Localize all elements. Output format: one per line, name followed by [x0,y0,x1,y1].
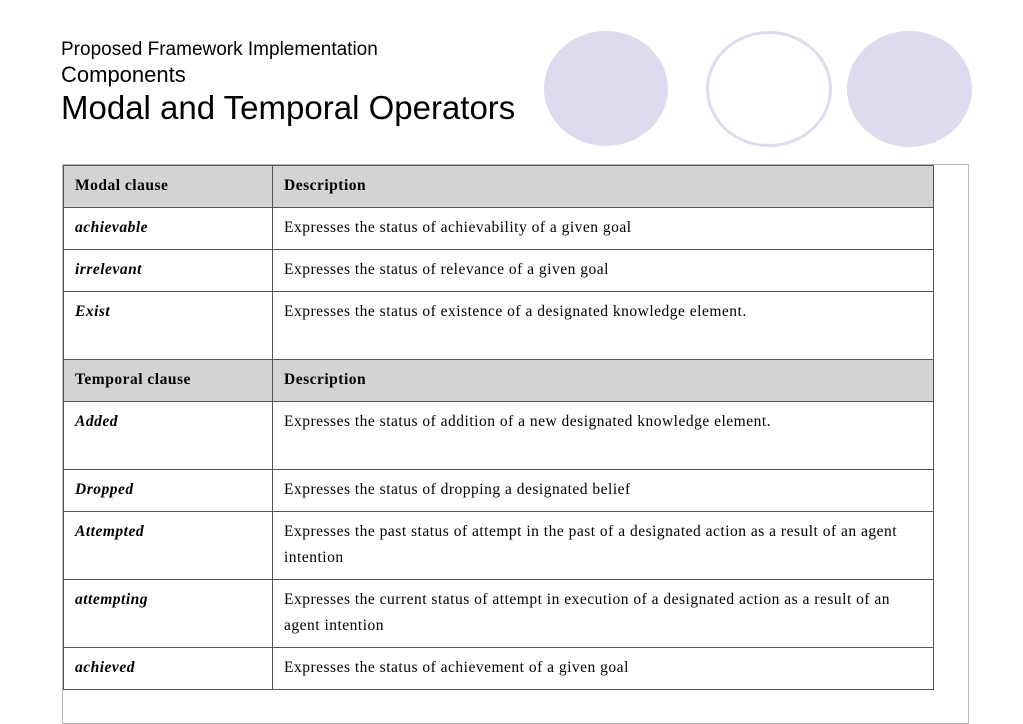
slide-header [61,38,515,128]
operator-term: Attempted [64,512,273,580]
slide-title: Modal and Temporal Operators [61,89,516,126]
column-header: Description [273,360,934,402]
table-row [64,208,934,250]
operator-description: Expresses the status of achievement of a given goal [273,648,934,690]
operator-term: irrelevant [64,250,273,292]
table-row [64,512,934,580]
table-row [64,292,934,360]
operator-description: Expresses the status of relevance of a given goal [273,250,934,292]
decorative-circle-filled [544,31,668,146]
table-row [64,402,934,470]
operators-table [63,165,934,690]
operator-term: Added [64,402,273,470]
table-row [64,580,934,648]
operator-term: achieved [64,648,273,690]
operator-term: Exist [64,292,273,360]
operator-description: Expresses the status of dropping a designated belief [273,470,934,512]
operator-description: Expresses the status of addition of a new designated knowledge element. [273,402,934,470]
table-header-row [64,360,934,402]
table-header-row [64,166,934,208]
operator-term: Dropped [64,470,273,512]
decorative-circle-outline [706,31,832,147]
operator-term: attempting [64,580,273,648]
decorative-circle-filled [847,31,972,147]
table-row [64,648,934,690]
operator-description: Expresses the status of achievability of a given goal [273,208,934,250]
slide-section: Components [61,62,186,87]
operator-description: Expresses the status of existence of a designated knowledge element. [273,292,934,360]
column-header: Temporal clause [64,360,273,402]
column-header: Description [273,166,934,208]
table-row [64,250,934,292]
operator-term: achievable [64,208,273,250]
column-header: Modal clause [64,166,273,208]
table-row [64,470,934,512]
slide-breadcrumb: Proposed Framework Implementation [61,39,378,60]
operator-description: Expresses the current status of attempt in execution of a designated action as a result of an agent intention [273,580,934,648]
operator-description: Expresses the past status of attempt in the past of a designated action as a result of an agent intention [273,512,934,580]
